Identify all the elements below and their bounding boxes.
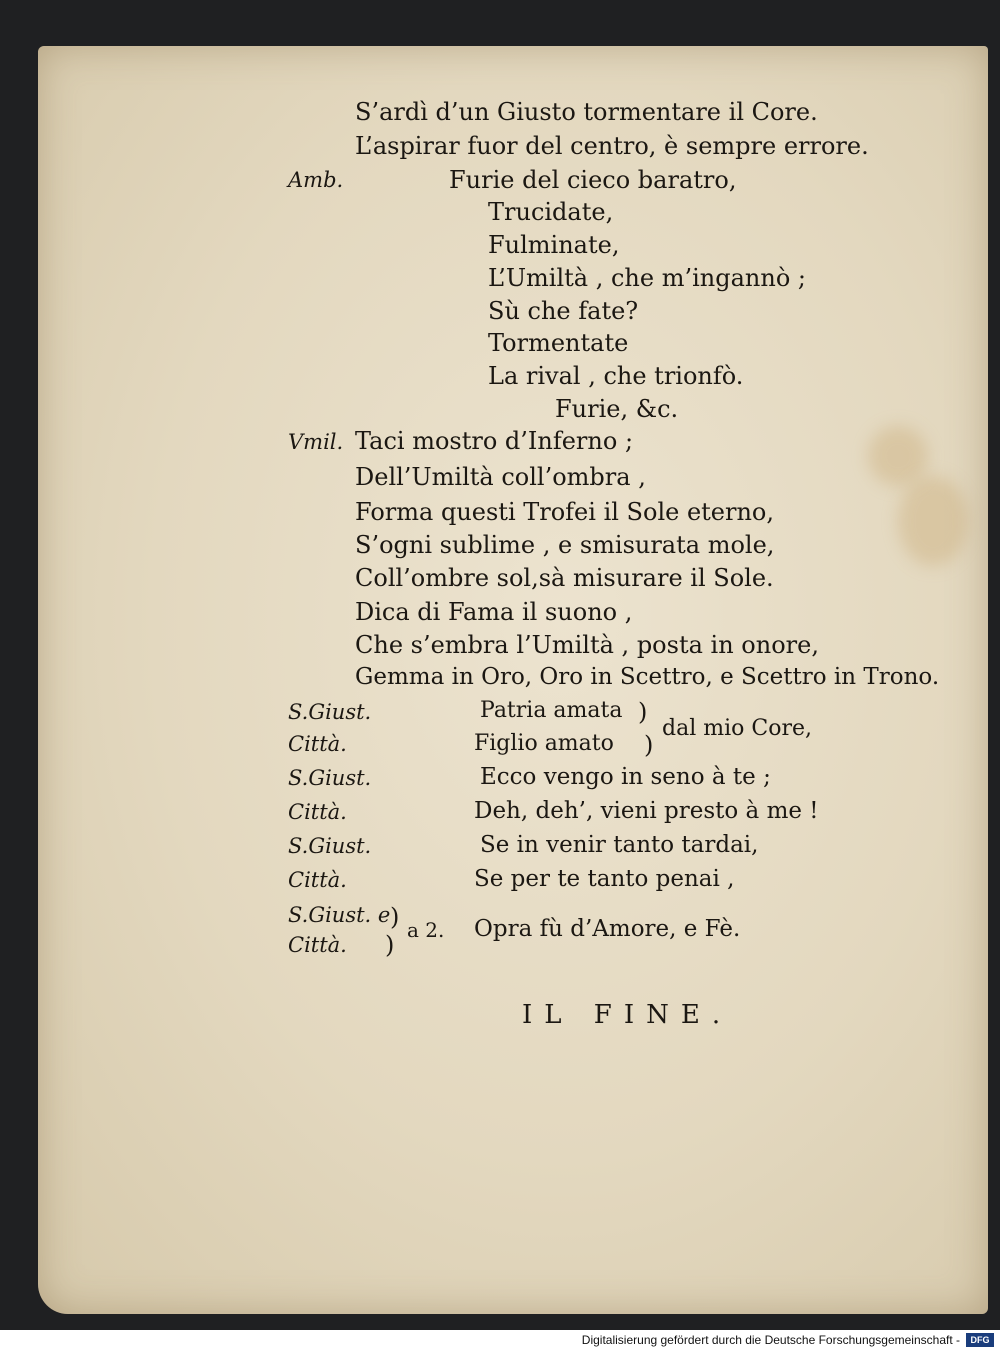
verse-line: Deh, deh’, vieni presto à me ! [474,798,819,824]
speaker-label: S.Giust. e [288,903,391,927]
dfg-logo-icon: DFG [966,1333,994,1347]
bracket: ) [644,731,654,759]
funding-note: Digitalisierung gefördert durch die Deutsche Forschungsgemeinschaft - [581,1333,960,1347]
verse-line: Fulminate, [488,231,620,259]
speaker-label: S.Giust. [288,700,372,724]
verse-line: Se in venir tanto tardai, [480,832,759,858]
verse-line: La rival , che trionfò. [488,362,744,390]
verse-line: Ecco vengo in seno à te ; [480,764,771,790]
speaker-label: Città. [288,732,347,756]
speaker-label: Città. [288,868,347,892]
verse-line: L’Umiltà , che m’ingannò ; [488,264,806,292]
bracket: ) [385,931,395,959]
speaker-label: Città. [288,933,347,957]
footer-bar [0,1330,1000,1351]
water-stain [868,426,928,486]
verse-line: Opra fù d’Amore, e Fè. [474,916,741,942]
bracket: ) [638,698,648,726]
verse-line: Taci mostro d’Inferno ; [355,427,634,455]
verse-line: Furie, &c. [555,395,679,423]
verse-line: Dica di Fama il suono , [355,598,633,626]
verse-line: Patria amata [480,698,623,723]
water-stain [898,476,968,566]
verse-line: Figlio amato [474,731,614,756]
verse-line: S’ardì d’un Giusto tormentare il Core. [355,98,818,126]
speaker-label: Città. [288,800,347,824]
verse-line: Se per te tanto penai , [474,866,735,892]
speaker-label: S.Giust. [288,834,372,858]
speaker-label: Amb. [288,168,344,192]
verse-line: S’ogni sublime , e smisurata mole, [355,531,775,559]
end-mark: IL FINE. [522,1000,733,1030]
verse-line: L’aspirar fuor del centro, è sempre errore. [355,132,869,160]
speaker-label: Vmil. [288,430,344,454]
verse-line: Trucidate, [488,198,614,226]
duet-mark: a 2. [407,918,445,942]
verse-line: Gemma in Oro, Oro in Scettro, e Scettro in Trono. [355,664,940,690]
verse-line: Coll’ombre sol,sà misurare il Sole. [355,564,774,592]
verse-line: Che s’embra l’Umiltà , posta in onore, [355,631,819,659]
verse-line: Furie del cieco baratro, [449,166,737,194]
verse-line: Dell’Umiltà coll’ombra , [355,463,646,491]
speaker-label: S.Giust. [288,766,372,790]
bracket: ) [390,903,400,931]
verse-line: Forma questi Trofei il Sole eterno, [355,498,775,526]
verse-line: Sù che fate? [488,297,639,325]
verse-line: dal mio Core, [662,716,812,741]
verse-line: Tormentate [488,329,629,357]
